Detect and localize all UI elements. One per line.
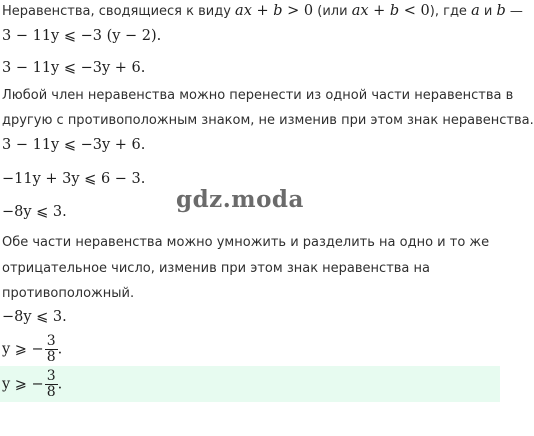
intro-text-a: Неравенства, сводящиеся к виду [2, 4, 236, 19]
answer-highlight [0, 366, 500, 402]
rule-1-line-1: Любой член неравенства можно перенести из одной части неравенства в [2, 88, 514, 103]
fraction-numerator: 3 [46, 333, 56, 349]
equation-3: 3 − 11y ⩽ −3y + 6. [2, 137, 146, 153]
var-b: b [496, 3, 506, 19]
equation-1: 3 − 11y ⩽ −3 (y − 2). [2, 28, 162, 44]
equation-6: −8y ⩽ 3. [2, 309, 67, 325]
watermark: gdz.moda [176, 186, 304, 213]
form-less: ax + b < 0 [351, 3, 430, 19]
rule-2-line-2: отрицательное число, изменив при этом знак неравенства на [2, 261, 430, 276]
rule-2-line-3: противоположный. [2, 286, 135, 301]
result-line [2, 334, 62, 365]
var-a: a [471, 3, 480, 19]
intro-text-b: (или [313, 4, 352, 19]
intro-line [2, 3, 523, 20]
intro-text-c: ), где [429, 4, 472, 19]
equation-5: −8y ⩽ 3. [2, 204, 67, 220]
equation-4: −11y + 3y ⩽ 6 − 3. [2, 171, 146, 187]
fraction-denominator: 8 [46, 349, 56, 365]
result-lhs: y ⩾ − [2, 341, 44, 358]
final-lhs: y ⩾ − [2, 376, 44, 393]
rule-1-line-2: другую с противоположным знаком, не изменив при этом знак неравенства. [2, 113, 534, 128]
intro-text-d: и [479, 4, 497, 19]
final-end: . [57, 376, 63, 393]
intro-text-e: — [505, 4, 523, 19]
final-answer-line [2, 369, 62, 400]
final-numerator: 3 [46, 368, 56, 384]
final-denominator: 8 [46, 384, 56, 400]
form-greater: ax + b > 0 [235, 3, 314, 19]
rule-2-line-1: Обе части неравенства можно умножить и разделить на одно и то же [2, 235, 490, 250]
equation-2: 3 − 11y ⩽ −3y + 6. [2, 60, 146, 76]
final-fraction [45, 369, 58, 400]
result-end: . [57, 341, 63, 358]
result-fraction [45, 334, 58, 365]
